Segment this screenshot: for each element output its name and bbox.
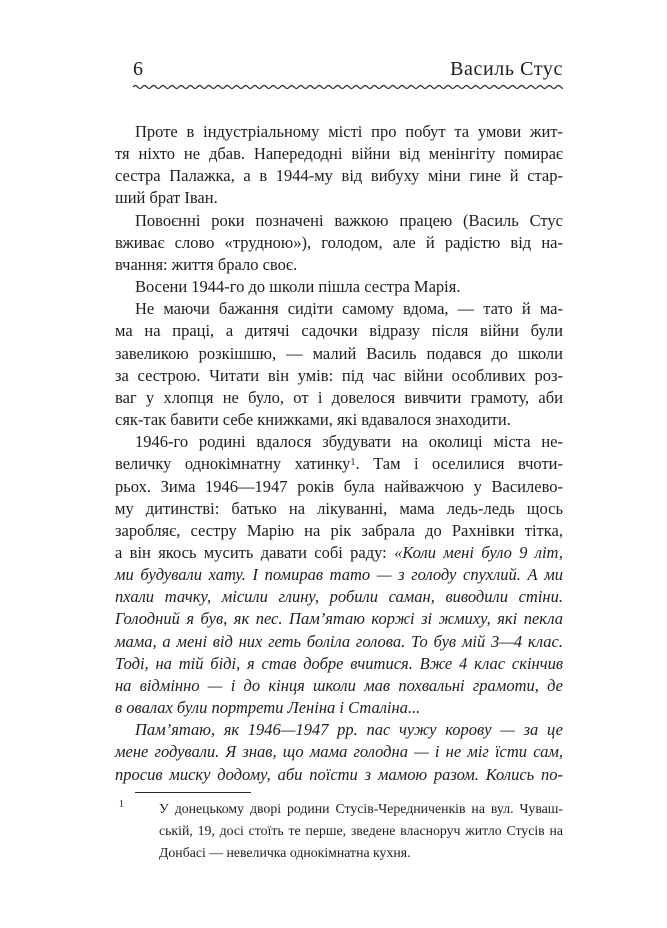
text-line <box>115 343 563 365</box>
text-segment: сестра Палажка, а в 1944-му від вибуху міни гине й стар- <box>115 166 563 186</box>
line-content <box>115 543 563 562</box>
text-line <box>115 675 563 697</box>
line-content <box>135 122 563 141</box>
text-segment: за сестрою. Читати він умів: під час війни особливих роз- <box>115 365 563 385</box>
text-segment: мене годували. Я знав, що мама голодна — і не міг їсти сам, <box>115 742 563 762</box>
line-content <box>115 233 563 252</box>
text-segment: 1946-го родині вдалося збудувати на околиці міста не- <box>135 432 563 452</box>
text-line <box>115 631 563 653</box>
text-line <box>115 653 563 675</box>
text-line <box>115 608 563 630</box>
text-segment: в овалах були портрети Леніна і Сталіна... <box>115 698 421 718</box>
text-segment: «Коли мені було 9 літ, <box>394 542 563 562</box>
text-line <box>115 431 563 453</box>
text-line <box>115 254 563 276</box>
line-content <box>135 211 563 230</box>
line-content <box>115 144 563 163</box>
text-segment: величку однокімнатну хатинку <box>115 454 351 474</box>
footnote-body <box>115 798 563 864</box>
text-line <box>115 365 563 387</box>
text-segment: тя ніхто не дбав. Напередодні війни від менінгіту помирає <box>115 144 563 164</box>
text-segment: У донецькому дворі родини Стусів-Чередниченків на вул. Чуваш- <box>159 801 563 816</box>
text-line <box>115 387 563 409</box>
text-segment: Донбасі — невеличка однокімнатна кухня. <box>159 844 411 860</box>
line-content <box>135 720 563 739</box>
line-content <box>115 698 420 717</box>
text-segment: пхали тачку, місили глину, робили саман, виводили стіни. <box>115 587 563 607</box>
text-segment: ській, 19, досі стоїть те перше, зведене власноруч житло Стусів на <box>159 822 563 838</box>
text-line <box>115 764 563 786</box>
line-content <box>115 742 563 761</box>
footnote-marker: 1 <box>119 799 124 810</box>
paragraph <box>115 121 563 210</box>
text-segment: Проте в індустріальному місті про побут та умови жит- <box>135 122 563 141</box>
text-segment: Не маючи бажання сидіти самому вдома, — тато й ма- <box>135 299 563 319</box>
line-content <box>115 454 563 473</box>
text-segment: 1 <box>350 456 356 468</box>
footnote-lines <box>159 798 563 864</box>
text-line <box>115 187 563 209</box>
line-content <box>115 410 511 429</box>
line-content <box>159 845 411 860</box>
footnote <box>115 792 563 864</box>
line-content <box>115 166 563 185</box>
text-line <box>115 719 563 741</box>
line-content <box>115 477 563 496</box>
text-line <box>115 409 563 431</box>
text-segment: Голодний я був, як пес. Пам’ятаю коржі зі жмиху, які пекла <box>115 609 563 629</box>
text-segment: мама, а мені від них геть боліла голова. То був мій 3—4 клас. <box>115 631 563 651</box>
paragraph <box>115 276 563 298</box>
text-segment: Тоді, на тій біді, я став добре вчитися. Вже 4 клас скінчив <box>115 653 563 673</box>
line-content <box>135 277 460 296</box>
text-segment: просив миску додому, аби поїсти з мамою разом. Колись по- <box>115 764 563 784</box>
paragraph <box>115 431 563 719</box>
line-content <box>115 765 563 784</box>
text-line <box>159 842 563 864</box>
text-segment: ший брат Іван. <box>115 188 218 208</box>
text-line <box>115 210 563 232</box>
page-number: 6 <box>133 58 143 80</box>
text-line <box>115 453 563 475</box>
text-line <box>159 820 563 842</box>
text-line <box>115 697 563 719</box>
line-content <box>159 801 563 816</box>
text-segment: сяк-так бавити себе книжками, які вдавалося знаходити. <box>115 410 511 430</box>
text-segment: Повоєнні роки позначені важкою працею (Василь Стус <box>135 210 563 230</box>
body-text <box>115 121 563 786</box>
line-content <box>115 188 218 207</box>
text-line <box>115 121 563 143</box>
text-segment: ваг у хлопця не було, от і довелося вивчити грамоту, аби <box>115 387 563 407</box>
text-line <box>115 564 563 586</box>
line-content <box>115 255 297 274</box>
footnote-rule <box>135 792 251 793</box>
line-content <box>135 432 563 451</box>
wavy-divider-icon <box>133 82 563 91</box>
text-line <box>115 298 563 320</box>
line-content <box>159 823 563 838</box>
line-content <box>115 366 563 385</box>
text-line <box>115 232 563 254</box>
line-content <box>115 632 563 651</box>
line-content <box>115 521 563 540</box>
text-segment: ми будували хату. І помирав тато — з голоду спухлий. А ми <box>115 565 563 585</box>
paragraph <box>115 210 563 276</box>
text-line <box>115 586 563 608</box>
text-segment: рьох. Зима 1946—1947 років була найважчою у Василево- <box>115 476 563 496</box>
text-segment: завеликою розкішшю, — малий Василь подався до школи <box>115 343 563 363</box>
text-line <box>115 542 563 564</box>
line-content <box>115 388 563 407</box>
text-segment: Восени 1944-го до школи пішла сестра Марія. <box>135 277 461 297</box>
text-line <box>115 476 563 498</box>
text-segment: а він якось мусить давати собі раду: <box>115 542 395 562</box>
text-segment: ма на праці, а дитячі садочки відразу після війни були <box>115 321 563 341</box>
paragraph <box>115 719 563 785</box>
text-line <box>115 143 563 165</box>
page-header <box>115 57 563 81</box>
text-line <box>115 165 563 187</box>
text-line <box>115 276 563 298</box>
line-content <box>115 344 563 363</box>
line-content <box>115 565 563 584</box>
text-segment: заробляє, сестру Марію на рік забрала до Рахнівки тітка, <box>115 520 563 540</box>
text-segment: . Там і оселилися вчоти- <box>355 454 563 474</box>
line-content <box>115 499 563 518</box>
text-segment: му дитинстві: батько на лікуванні, мама ледь-ледь щось <box>115 498 563 518</box>
line-content <box>115 676 563 695</box>
text-segment: вживає слово «трудною»), голодом, але й радістю від на- <box>115 232 563 252</box>
line-content <box>115 587 563 606</box>
line-content <box>135 299 563 318</box>
paragraph <box>115 298 563 431</box>
text-segment: Пам’ятаю, як 1946—1947 рр. пас чужу корову — за це <box>135 720 563 740</box>
line-content <box>115 321 563 340</box>
text-line <box>115 741 563 763</box>
running-title: Василь Стус <box>450 58 563 80</box>
line-content <box>115 654 563 673</box>
text-line <box>159 798 563 820</box>
text-segment: вчання: життя брало своє. <box>115 254 298 274</box>
text-line <box>115 320 563 342</box>
text-line <box>115 520 563 542</box>
line-content <box>115 609 563 628</box>
text-line <box>115 498 563 520</box>
text-segment: на відмінно — і до кінця школи мав похвальні грамоти, де <box>115 675 563 695</box>
